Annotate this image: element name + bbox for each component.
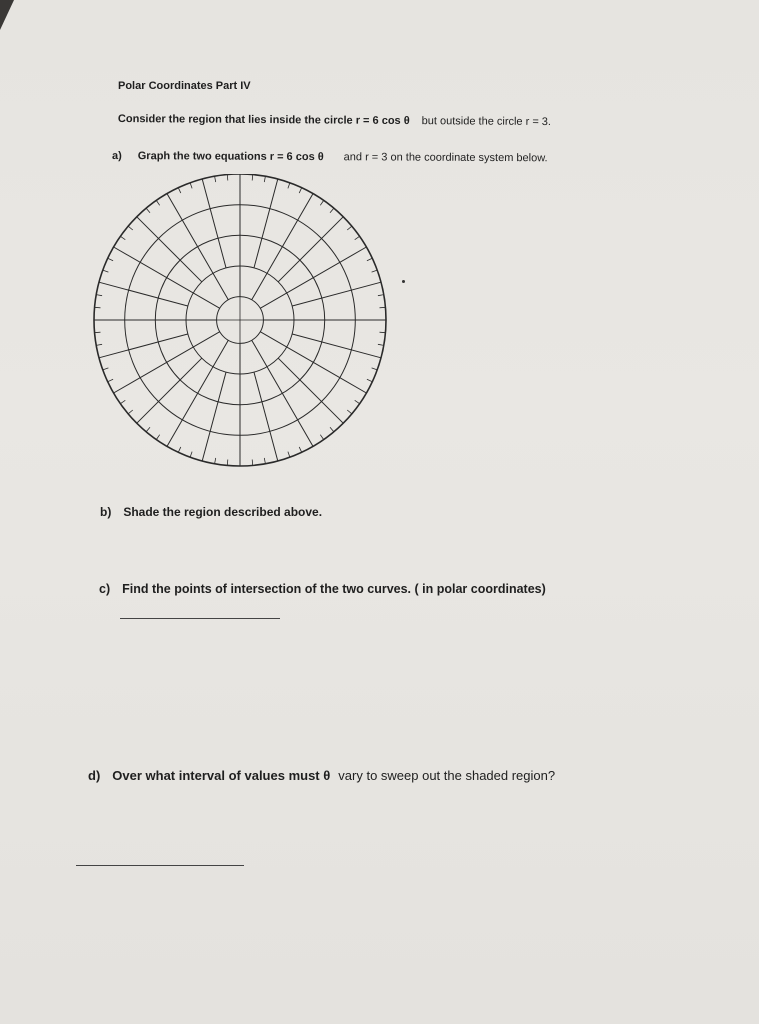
grid-spoke: [260, 247, 366, 308]
grid-spoke: [292, 282, 381, 306]
intro-text-2: but outside the circle r = 3.: [421, 115, 552, 129]
grid-tick: [355, 236, 360, 239]
question-d: [88, 768, 555, 783]
grid-spoke: [252, 340, 313, 446]
grid-tick: [178, 447, 181, 452]
grid-tick: [320, 200, 323, 205]
grid-tick: [103, 270, 109, 272]
grid-tick: [299, 188, 302, 193]
question-c-text: Find the points of intersection of the two curves. ( in polar coordinates): [122, 582, 546, 596]
grid-tick: [190, 183, 192, 189]
question-d-text: Over what interval of values must θ: [112, 768, 331, 783]
grid-tick: [380, 332, 386, 333]
grid-tick: [190, 452, 192, 458]
grid-tick: [156, 435, 159, 440]
grid-tick: [380, 307, 386, 308]
answer-line-c[interactable]: [120, 618, 280, 619]
grid-tick: [146, 427, 150, 432]
grid-tick: [146, 208, 150, 213]
grid-tick: [108, 258, 113, 261]
grid-tick: [252, 175, 253, 181]
grid-tick: [288, 452, 290, 458]
question-b: [100, 505, 322, 519]
grid-tick: [120, 400, 125, 403]
grid-tick: [128, 410, 133, 414]
grid-spoke: [137, 217, 202, 282]
grid-tick: [96, 295, 102, 296]
grid-tick: [215, 176, 216, 182]
grid-tick: [128, 226, 133, 230]
question-b-text: Shade the region described above.: [123, 505, 323, 519]
grid-tick: [288, 183, 290, 189]
grid-tick: [252, 460, 253, 466]
question-b-label: b): [100, 505, 112, 519]
question-a-text-2: and r = 3 on the coordinate system below.: [343, 151, 548, 165]
grid-tick: [320, 435, 323, 440]
grid-spoke: [202, 179, 226, 268]
grid-spoke: [254, 179, 278, 268]
grid-tick: [156, 200, 159, 205]
grid-spoke: [167, 340, 228, 446]
grid-tick: [330, 427, 334, 432]
answer-line-d[interactable]: [76, 865, 244, 866]
grid-tick: [227, 460, 228, 466]
grid-tick: [264, 458, 265, 464]
question-a-label: a): [111, 150, 122, 163]
grid-tick: [215, 458, 216, 464]
grid-tick: [95, 307, 101, 308]
grid-tick: [367, 379, 372, 382]
intro-paragraph: [118, 113, 551, 128]
intro-text: Consider the region that lies inside the circle r = 6 cos θ: [117, 113, 410, 128]
grid-tick: [178, 188, 181, 193]
grid-tick: [264, 176, 265, 182]
grid-spoke: [252, 194, 313, 300]
grid-tick: [372, 368, 378, 370]
grid-tick: [108, 379, 113, 382]
question-d-text-2: vary to sweep out the shaded region?: [338, 768, 556, 783]
grid-tick: [103, 368, 109, 370]
question-a-text: Graph the two equations r = 6 cos θ: [137, 150, 324, 164]
worksheet-title: Polar Coordinates Part IV: [118, 80, 251, 92]
grid-spoke: [278, 217, 343, 282]
grid-spoke: [99, 282, 188, 306]
grid-tick: [355, 400, 360, 403]
desk-corner: [0, 0, 14, 30]
grid-tick: [120, 236, 125, 239]
grid-spoke: [254, 372, 278, 461]
question-c: [99, 582, 546, 596]
stray-dot: [402, 280, 405, 283]
grid-tick: [330, 208, 334, 213]
grid-tick: [347, 410, 352, 414]
question-d-label: d): [88, 768, 101, 783]
grid-tick: [96, 344, 102, 345]
grid-spoke: [202, 372, 226, 461]
grid-spoke: [137, 358, 202, 423]
question-c-label: c): [99, 582, 111, 596]
grid-tick: [347, 226, 352, 230]
grid-spoke: [260, 332, 366, 393]
grid-spoke: [114, 247, 220, 308]
grid-tick: [95, 332, 101, 333]
question-a: [112, 150, 548, 164]
grid-tick: [299, 447, 302, 452]
grid-tick: [372, 270, 378, 272]
grid-tick: [378, 295, 384, 296]
grid-spoke: [99, 334, 188, 358]
grid-tick: [227, 175, 228, 181]
grid-spoke: [114, 332, 220, 393]
polar-grid: [90, 174, 400, 474]
grid-spoke: [167, 194, 228, 300]
grid-tick: [378, 344, 384, 345]
grid-tick: [367, 258, 372, 261]
grid-spoke: [292, 334, 381, 358]
grid-spoke: [278, 358, 343, 423]
